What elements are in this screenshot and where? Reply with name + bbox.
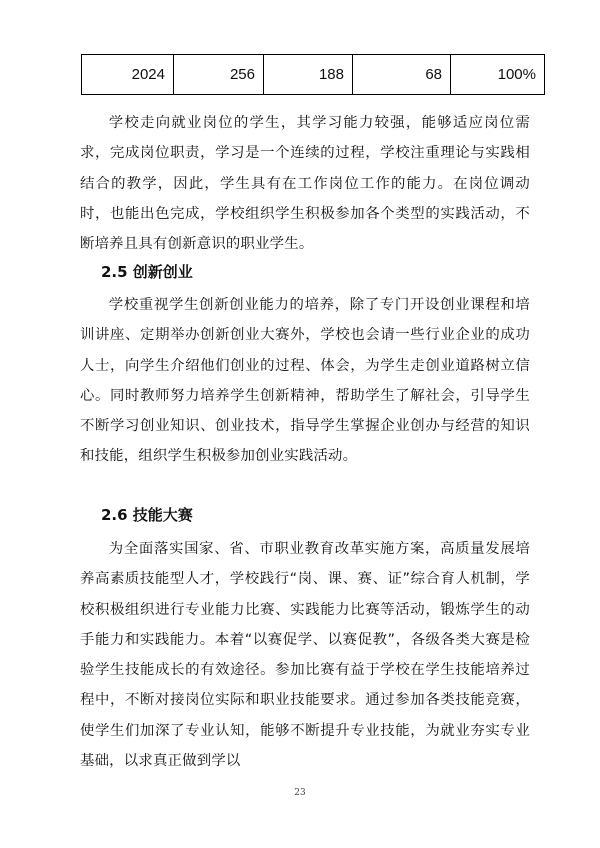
- table-cell-year: 2024: [82, 55, 174, 95]
- page-number: 23: [294, 788, 306, 798]
- table-cell: 256: [174, 55, 264, 95]
- table-cell: 188: [264, 55, 353, 95]
- table-cell-rate: 100%: [451, 55, 545, 95]
- paragraph-skills-competition: 为全面落实国家、省、市职业教育改革实施方案，高质量发展培养高素质技能型人才，学校践行“岗、课、赛、证”综合育人机制，学校积极组织进行专业能力比赛、实践能力比赛等活动，锻炼学生的动手能力和实践能力。本着“以赛促学、以赛促教”，各级各类大赛是检验学生技能成长的有效途径。参加比赛有益于学校在学生技能培养过程中，不断对接岗位实际和职业技能要求。通过参加各类技能竞赛，使学生们加深了专业认知，能够不断提升专业技能，为就业夯实专业基础，以求真正做到学以: [80, 541, 530, 770]
- table-cell: 68: [353, 55, 451, 95]
- paragraph-employment-ability: 学校走向就业岗位的学生，其学习能力较强，能够适应岗位需求，完成岗位职责，学习是一个连续的过程，学校注重理论与实践相结合的教学，因此，学生具有在工作岗位工作的能力。在岗位调动时，也能出色完成，学校组织学生积极参加各个类型的实践活动，不断培养且具有创新意识的职业学生。: [80, 115, 530, 253]
- statistics-table: [81, 54, 545, 95]
- table-row: [82, 55, 545, 95]
- paragraph-innovation-entrepreneurship: 学校重视学生创新创业能力的培养，除了专门开设创业课程和培训讲座、定期举办创新创业大赛外，学校也会请一些行业企业的成功人士，向学生介绍他们创业的过程、体会，为学生走创业道路树立信心。同时教师努力培养学生创新精神，帮助学生了解社会，引导学生不断学习创业知识、创业技术，指导学生掌握企业创办与经营的知识和技能，组织学生积极参加创业实践活动。: [80, 297, 530, 465]
- section-heading-2-5: 2.5 创新创业: [101, 263, 193, 281]
- section-heading-2-6: 2.6 技能大赛: [101, 506, 193, 524]
